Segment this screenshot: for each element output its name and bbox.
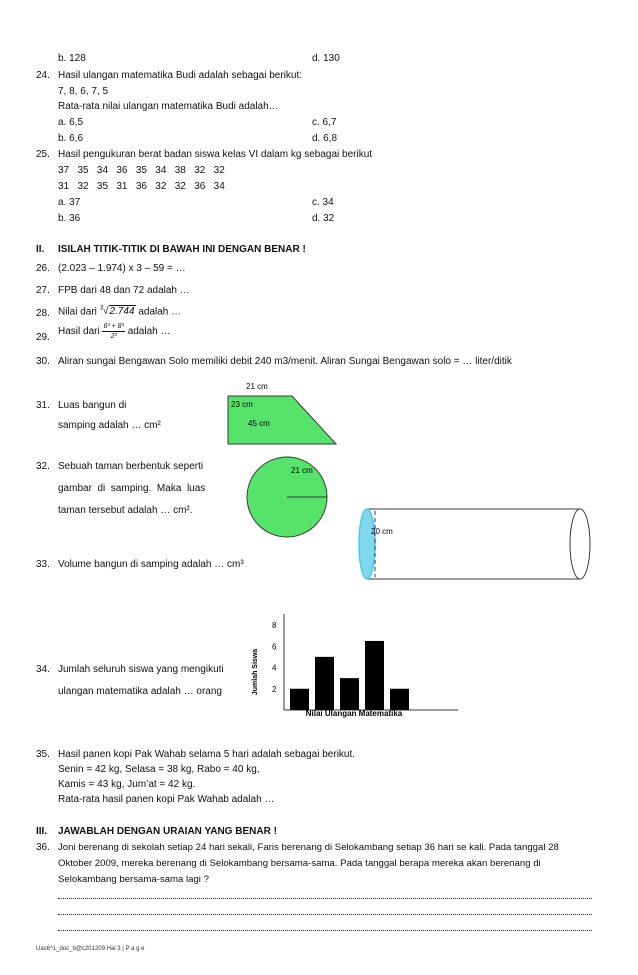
q25-option-b: b. 36 <box>58 213 81 224</box>
q27-text: FPB dari 48 dan 72 adalah … <box>58 285 190 296</box>
fraction <box>102 322 124 341</box>
q32-line2: gambar di samping. Maka luas <box>58 483 206 494</box>
q28-post: adalah … <box>138 306 182 318</box>
section-iii-title: JAWABLAH DENGAN URAIAN YANG BENAR ! <box>58 826 277 837</box>
numerator: 6³ + 8³ <box>103 323 124 330</box>
q25-text: Hasil pengukuran berat badan siswa kelas VI dalam kg sebagai berikut <box>58 149 373 160</box>
q29-number: 29. <box>36 332 50 343</box>
radicand: 2.744 <box>109 306 135 318</box>
q35-line3: Rata-rata hasil panen kopi Pak Wahab adalah … <box>58 794 275 805</box>
q34-number: 34. <box>36 664 50 675</box>
trapezoid-top-label: 21 cm <box>246 382 268 391</box>
q24-number: 24. <box>36 70 50 81</box>
q24-ask: Rata-rata nilai ulangan matematika Budi adalah… <box>58 101 279 112</box>
q25-option-a: a. 37 <box>58 197 81 208</box>
q32-number: 32. <box>36 461 50 472</box>
y-tick-6: 6 <box>272 642 277 652</box>
bars-group <box>290 641 409 710</box>
page-footer: Uas6^1_doc_b@c201209.Hal 3 | P a g e <box>36 946 145 952</box>
q24-option-d: d. 6,8 <box>312 133 338 144</box>
circle-figure <box>245 455 335 545</box>
cube-root: $^3$√2.744 <box>99 306 135 318</box>
q23-option-b: b. 128 <box>58 53 86 64</box>
q29-line <box>58 322 171 341</box>
q28-line <box>58 306 181 317</box>
bar-5 <box>390 689 409 710</box>
y-tick-4: 4 <box>272 663 277 673</box>
answer-line-1[interactable] <box>58 898 592 899</box>
cylinder-figure <box>355 505 600 585</box>
x-axis-label: Nilai Ulangan Matematika <box>305 709 403 718</box>
trapezoid-figure <box>226 380 346 450</box>
q26-text: (2.023 – 1.974) x 3 – 59 = … <box>58 263 186 274</box>
q33-text: Volume bangun di samping adalah … cm³ <box>58 559 244 570</box>
q36-line3: Selokambang bersama-sama lagi ? <box>58 874 209 885</box>
q25-row2: 31 32 35 31 36 32 32 36 34 <box>58 181 225 192</box>
q35-line2: Kamis = 43 kg, Jum’at = 42 kg. <box>58 779 196 790</box>
q24-option-c: c. 6,7 <box>312 117 337 128</box>
cylinder-right-end <box>570 509 590 579</box>
q24-text: Hasil ulangan matematika Budi adalah sebagai berikut: <box>58 70 303 81</box>
bar-4 <box>365 641 384 710</box>
q24-option-b: b. 6,6 <box>58 133 84 144</box>
q25-option-c: c. 34 <box>312 197 334 208</box>
radius-label: 21 cm <box>291 466 313 475</box>
q27-number: 27. <box>36 285 50 296</box>
q33-number: 33. <box>36 559 50 570</box>
answer-line-2[interactable] <box>58 914 592 915</box>
q25-option-d: d. 32 <box>312 213 335 224</box>
y-ticks-group <box>272 621 277 694</box>
y-tick-8: 8 <box>272 621 277 630</box>
bar-1 <box>290 689 309 710</box>
q25-row1: 37 35 34 36 35 34 38 32 32 <box>58 165 225 176</box>
q34-line2: ulangan matematika adalah … orang <box>58 686 222 697</box>
q30-number: 30. <box>36 356 50 367</box>
q28-number: 28. <box>36 308 50 319</box>
denominator: 2³ <box>110 333 117 340</box>
q25-number: 25. <box>36 149 50 160</box>
q32-line1: Sebuah taman berbentuk seperti <box>58 461 204 472</box>
answer-line-3[interactable] <box>58 930 592 931</box>
q36-number: 36. <box>36 842 50 853</box>
trapezoid-mid-label: 45 cm <box>248 419 270 428</box>
cylinder-left-end <box>359 509 375 579</box>
bar-3 <box>340 678 359 710</box>
q35-text: Hasil panen kopi Pak Wahab selama 5 hari adalah sebagai berikut. <box>58 749 356 760</box>
diameter-label: 20 cm <box>371 527 393 536</box>
q32-line3: taman tersebut adalah … cm². <box>58 505 193 516</box>
q31-number: 31. <box>36 400 50 411</box>
q36-line1: Joni berenang di sekolah setiap 24 hari sekali, Faris berenang di Selokambang setiap 36 hari se kali. Pada tanggal 28 <box>58 842 559 853</box>
q30-text: Aliran sungai Bengawan Solo memiliki debit 240 m3/menit. Aliran Sungai Bengawan solo = … liter/ditik <box>58 356 512 367</box>
q35-line1: Senin = 42 kg, Selasa = 38 kg, Rabo = 40 kg, <box>58 764 260 775</box>
q36-line2: Oktober 2009, mereka berenang di Selokambang bersama-sama. Pada tanggal berapa mereka akan berenang di <box>58 858 541 869</box>
bar-chart <box>244 610 464 725</box>
q31-line2: samping adalah … cm² <box>58 420 161 431</box>
y-axis-label: Jumlah Siswa <box>252 648 259 696</box>
q26-number: 26. <box>36 263 50 274</box>
q31-line1: Luas bangun di <box>58 400 127 411</box>
section-ii-title: ISILAH TITIK-TITIK DI BAWAH INI DENGAN BENAR ! <box>58 244 306 255</box>
q35-number: 35. <box>36 749 50 760</box>
section-ii-number: II. <box>36 244 45 255</box>
q29-pre: Hasil dari <box>58 326 100 337</box>
root-index: 3 <box>99 306 104 312</box>
q28-pre: Nilai dari <box>58 306 97 318</box>
q23-option-d: d. 130 <box>312 53 340 64</box>
q24-option-a: a. 6,5 <box>58 117 84 128</box>
q29-post: adalah … <box>127 326 171 337</box>
section-iii-number: III. <box>36 826 48 837</box>
bar-2 <box>315 657 334 710</box>
q24-data: 7, 8, 6, 7, 5 <box>58 86 109 97</box>
q34-line1: Jumlah seluruh siswa yang mengikuti <box>58 664 224 675</box>
y-tick-2: 2 <box>272 684 277 694</box>
trapezoid-left-label: 23 cm <box>231 400 253 409</box>
